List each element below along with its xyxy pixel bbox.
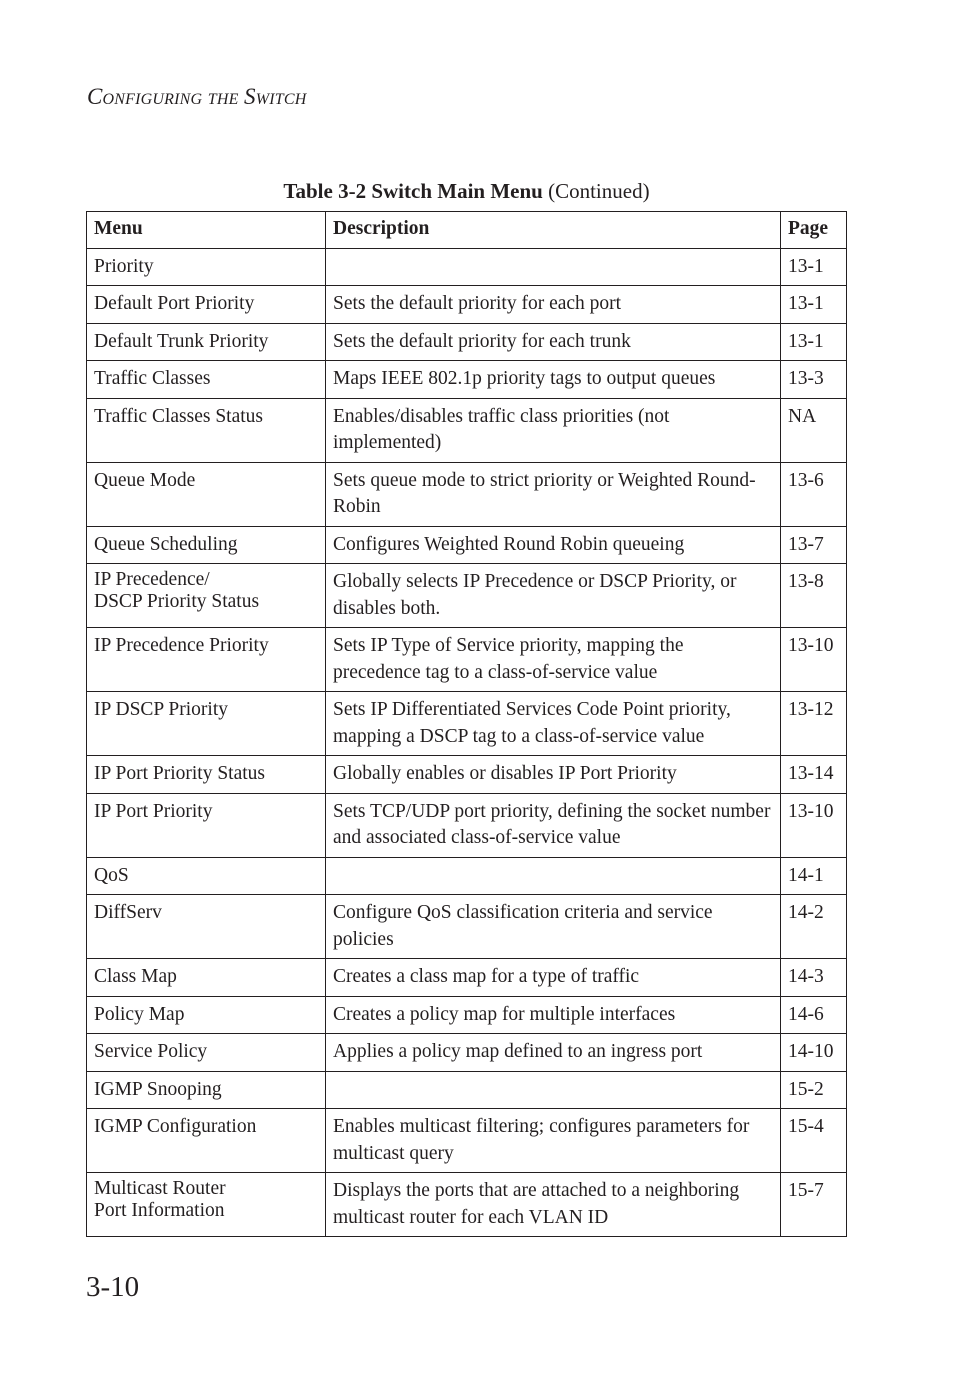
table-row xyxy=(87,248,847,286)
page-cell: 14-6 xyxy=(781,996,847,1034)
description-cell: Sets TCP/UDP port priority, defining the socket number and associated class-of-service value xyxy=(326,793,781,857)
description-cell: Globally selects IP Precedence or DSCP Priority, or disables both. xyxy=(326,564,781,628)
header-menu: Menu xyxy=(87,212,326,249)
table-row xyxy=(87,323,847,361)
table-row xyxy=(87,628,847,692)
description-cell: Globally enables or disables IP Port Priority xyxy=(326,756,781,794)
page-cell: 14-2 xyxy=(781,895,847,959)
menu-cell-line: Multicast Router xyxy=(94,1178,226,1199)
description-cell: Sets the default priority for each trunk xyxy=(326,323,781,361)
page-cell: 13-7 xyxy=(781,526,847,564)
table-row xyxy=(87,895,847,959)
page-cell: 14-1 xyxy=(781,857,847,895)
caption-label: Table 3-2 Switch Main Menu xyxy=(283,179,543,203)
menu-cell: Queue Scheduling xyxy=(87,526,326,564)
page-cell: 13-10 xyxy=(781,628,847,692)
page-cell: 13-14 xyxy=(781,756,847,794)
menu-cell: IP Port Priority xyxy=(87,793,326,857)
table-header-row xyxy=(87,212,847,249)
menu-cell: IGMP Configuration xyxy=(87,1109,326,1173)
page-cell: 13-10 xyxy=(781,793,847,857)
menu-cell: Service Policy xyxy=(87,1034,326,1072)
description-cell: Configure QoS classification criteria and service policies xyxy=(326,895,781,959)
menu-cell: Policy Map xyxy=(87,996,326,1034)
menu-cell: Queue Mode xyxy=(87,462,326,526)
page-cell: 13-1 xyxy=(781,248,847,286)
menu-cell xyxy=(87,1173,326,1237)
table-row xyxy=(87,1109,847,1173)
menu-cell: QoS xyxy=(87,857,326,895)
caption-suffix: (Continued) xyxy=(548,179,650,203)
switch-main-menu-table xyxy=(86,211,847,1237)
page-cell: 13-6 xyxy=(781,462,847,526)
table-row xyxy=(87,857,847,895)
table-row xyxy=(87,1034,847,1072)
description-cell: Sets IP Type of Service priority, mapping the precedence tag to a class-of-service value xyxy=(326,628,781,692)
description-cell: Displays the ports that are attached to a neighboring multicast router for each VLAN ID xyxy=(326,1173,781,1237)
description-cell: Enables/disables traffic class priorities (not implemented) xyxy=(326,398,781,462)
description-cell: Sets IP Differentiated Services Code Point priority, mapping a DSCP tag to a class-of-service value xyxy=(326,692,781,756)
header-description: Description xyxy=(326,212,781,249)
menu-cell: IP DSCP Priority xyxy=(87,692,326,756)
menu-cell: Priority xyxy=(87,248,326,286)
page-cell: 13-3 xyxy=(781,361,847,399)
table-row xyxy=(87,398,847,462)
page-cell: 13-8 xyxy=(781,564,847,628)
menu-cell: IP Precedence Priority xyxy=(87,628,326,692)
page-cell: 13-1 xyxy=(781,286,847,324)
table-caption xyxy=(87,179,846,204)
menu-cell: Default Port Priority xyxy=(87,286,326,324)
table-row xyxy=(87,462,847,526)
description-cell: Creates a policy map for multiple interfaces xyxy=(326,996,781,1034)
page-cell: 15-2 xyxy=(781,1071,847,1109)
table-row xyxy=(87,526,847,564)
menu-cell-line: IP Precedence/ xyxy=(94,569,210,590)
table-row xyxy=(87,996,847,1034)
page-cell: 13-1 xyxy=(781,323,847,361)
header-page: Page xyxy=(781,212,847,249)
menu-cell-line: Port Information xyxy=(94,1200,225,1221)
page-number: 3-10 xyxy=(86,1271,140,1303)
table-row xyxy=(87,361,847,399)
menu-cell: IP Port Priority Status xyxy=(87,756,326,794)
description-cell: Maps IEEE 802.1p priority tags to output queues xyxy=(326,361,781,399)
menu-cell: DiffServ xyxy=(87,895,326,959)
table-body xyxy=(87,248,847,1237)
menu-cell-line: DSCP Priority Status xyxy=(94,591,260,612)
table-row xyxy=(87,692,847,756)
page-cell: 13-12 xyxy=(781,692,847,756)
menu-cell: IGMP Snooping xyxy=(87,1071,326,1109)
table-row xyxy=(87,286,847,324)
table-row xyxy=(87,793,847,857)
menu-cell xyxy=(87,564,326,628)
page-cell: 15-7 xyxy=(781,1173,847,1237)
description-cell xyxy=(326,1071,781,1109)
menu-cell: Traffic Classes xyxy=(87,361,326,399)
description-cell: Applies a policy map defined to an ingress port xyxy=(326,1034,781,1072)
description-cell: Sets the default priority for each port xyxy=(326,286,781,324)
table-row xyxy=(87,1173,847,1237)
page-cell: 14-10 xyxy=(781,1034,847,1072)
description-cell: Enables multicast filtering; configures parameters for multicast query xyxy=(326,1109,781,1173)
table-row xyxy=(87,1071,847,1109)
description-cell xyxy=(326,248,781,286)
menu-cell: Default Trunk Priority xyxy=(87,323,326,361)
table-row xyxy=(87,959,847,997)
description-cell: Sets queue mode to strict priority or Weighted Round-Robin xyxy=(326,462,781,526)
page-cell: NA xyxy=(781,398,847,462)
table-row xyxy=(87,756,847,794)
description-cell: Creates a class map for a type of traffic xyxy=(326,959,781,997)
description-cell: Configures Weighted Round Robin queueing xyxy=(326,526,781,564)
page-cell: 14-3 xyxy=(781,959,847,997)
description-cell xyxy=(326,857,781,895)
table-row xyxy=(87,564,847,628)
menu-cell: Class Map xyxy=(87,959,326,997)
page-cell: 15-4 xyxy=(781,1109,847,1173)
menu-cell: Traffic Classes Status xyxy=(87,398,326,462)
running-header: CONFIGURING THE SWITCH xyxy=(87,84,307,109)
